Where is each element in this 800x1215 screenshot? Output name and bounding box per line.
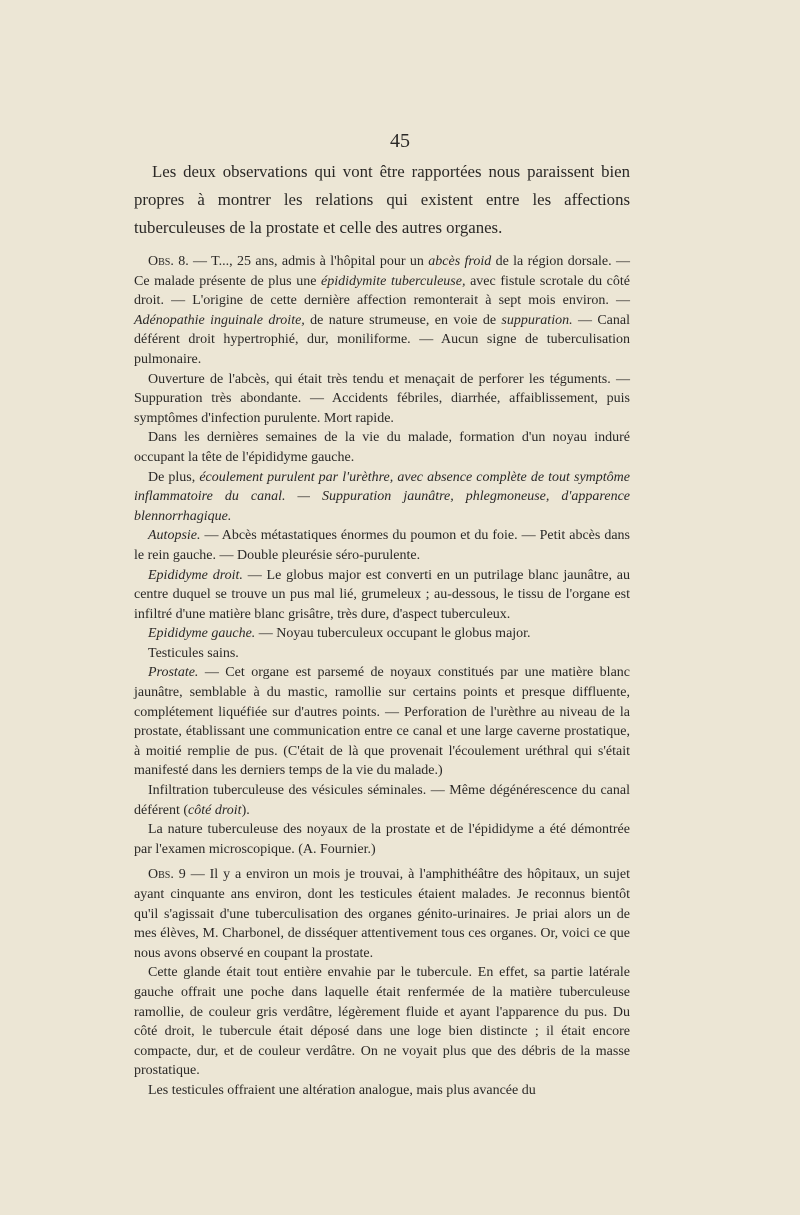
body-text — [134, 158, 630, 1101]
obs8-text: — Abcès métastatiques énormes du poumon et du foie. — Petit abcès dans le rein gauche. — Double pleurésie séro-purulente. — [134, 528, 630, 563]
obs8-italic: épididymite tuberculeuse, — [321, 273, 466, 289]
obs8-italic: côté droit — [188, 802, 242, 818]
obs8-paragraph-8: Testicules sains. — [148, 645, 239, 661]
obs8-text: — Cet organe est parsemé de noyaux constitués par une matière blanc jaunâtre, semblable à du mastic, ramollie sur certains points et presque diffluente, complétement liquéfiée sur d'autres points. — Perforation de l'urèthre au niveau de la prostate, établissant une communication entre ce canal et une large caverne prostatique, à moitié remplie de pus. (C'était de là que provenait l'écoulement uréthral qui s'était manifesté dans les derniers temps de la vie du malade.) — [134, 665, 630, 779]
obs8-paragraph-11: La nature tuberculeuse des noyaux de la prostate et de l'épididyme a été démontrée par l'examen microscopique. (A. Fournier.) — [134, 822, 630, 857]
obs8-italic: Prostate. — [148, 665, 199, 681]
obs8-text: ). — [241, 802, 250, 818]
obs8-paragraph-9 — [134, 663, 630, 781]
obs8-italic: Adénopathie inguinale droite, — [134, 312, 305, 328]
obs9-paragraph-2: Cette glande était tout entière envahie par le tubercule. En effet, sa partie latérale gauche offrait une poche dans laquelle était renfermée de la matière tuberculeuse ramollie, de couleur gris verdâtre, légèrement fluide et ayant l'apparence du pus. Du côté droit, le tubercule était déposé dans une loge bien distincte ; il était encore compacte, dur, et de couleur verdâtre. On ne voyait plus que des débris de la masse prostatique. — [134, 965, 630, 1079]
obs8-italic: Epididyme gauche. — [148, 626, 256, 642]
obs8-paragraph-6 — [134, 566, 630, 625]
obs8-paragraph-10 — [134, 781, 630, 820]
obs8-italic: abcès froid — [428, 254, 492, 269]
obs8-text: — Le globus major est converti en un putrilage blanc jaunâtre, au centre duquel se trouve un pus mal lié, grumeleux ; au-dessous, le tissu de l'organe est infiltré d'une matière blanc grisâtre, très dure, d'aspect tuberculeux. — [134, 567, 630, 622]
obs9-paragraph-1 — [134, 865, 630, 963]
obs8-italic: Autopsie. — [148, 528, 201, 544]
obs8-italic: écoulement purulent par l'urèthre, avec absence complète de tout symptôme inflammatoire du canal. — Suppuration jaunâtre, phlegmoneuse, d'apparence blennorrhagique. — [134, 469, 630, 524]
obs8-italic: Epididyme droit. — [148, 567, 243, 583]
obs8-italic: suppuration. — [501, 312, 573, 328]
obs8-label: Obs. 8. — [148, 254, 189, 269]
obs8-paragraph-1 — [134, 252, 630, 370]
obs9-text: — Il y a environ un mois je trouvai, à l'amphithéâtre des hôpitaux, un sujet ayant cinquante ans environ, dont les testicules étaient malades. Je reconnus bientôt qu'il s'agissait d'une tuberculisation des organes génito-urinaires. Je priai alors un de mes élèves, M. Charbonel, de disséquer attentivement tous ces organes. Or, voici ce que nous avons observé en coupant la prostate. — [134, 867, 630, 961]
obs8-text: De plus, — [148, 469, 200, 485]
obs8-text: de la région dorsale. — Ce malade présente de plus une — [134, 254, 630, 289]
obs8-text: Infiltration tuberculeuse des vésicules séminales. — Même dégénérescence du canal déférent ( — [134, 783, 630, 818]
intro-paragraph — [134, 158, 630, 242]
intro-text: Les deux observations qui vont être rapportées nous paraissent bien propres à montrer les relations qui existent entre les affections tuberculeuses de la prostate et celle des autres organes. — [134, 162, 630, 237]
page-number: 45 — [390, 130, 410, 152]
obs8-paragraph-7 — [134, 624, 630, 644]
obs8-text: de nature strumeuse, en voie de — [304, 312, 502, 328]
obs9-paragraph-3: Les testicules offraient une altération analogue, mais plus avancée du — [148, 1082, 536, 1098]
obs8-text: avec fistule scrotale du côté droit. — L'origine de cette dernière affection remonterait à sept mois environ. — — [134, 273, 630, 309]
obs8-text: — Noyau tuberculeux occupant le globus major. — [255, 626, 531, 642]
obs8-text: — Canal déférent droit hypertrophié, dur, moniliforme. — Aucun signe de tuberculisation pulmonaire. — [134, 312, 630, 367]
obs8-text: — T..., 25 ans, admis à l'hôpital pour un — [188, 254, 429, 269]
obs9-label: Obs. 9 — [148, 867, 186, 883]
obs8-paragraph-4 — [134, 468, 630, 527]
observation-9 — [134, 865, 630, 1100]
observation-8 — [134, 252, 630, 859]
obs8-paragraph-5 — [134, 526, 630, 565]
obs8-paragraph-3: Dans les dernières semaines de la vie du malade, formation d'un noyau induré occupant la tête de l'épididyme gauche. — [134, 430, 630, 465]
obs8-paragraph-2: Ouverture de l'abcès, qui était très tendu et menaçait de perforer les téguments. — Suppuration très abondante. — Accidents fébriles, diarrhée, affaiblissement, puis symptômes d'infection purulente. Mort rapide. — [134, 371, 630, 426]
